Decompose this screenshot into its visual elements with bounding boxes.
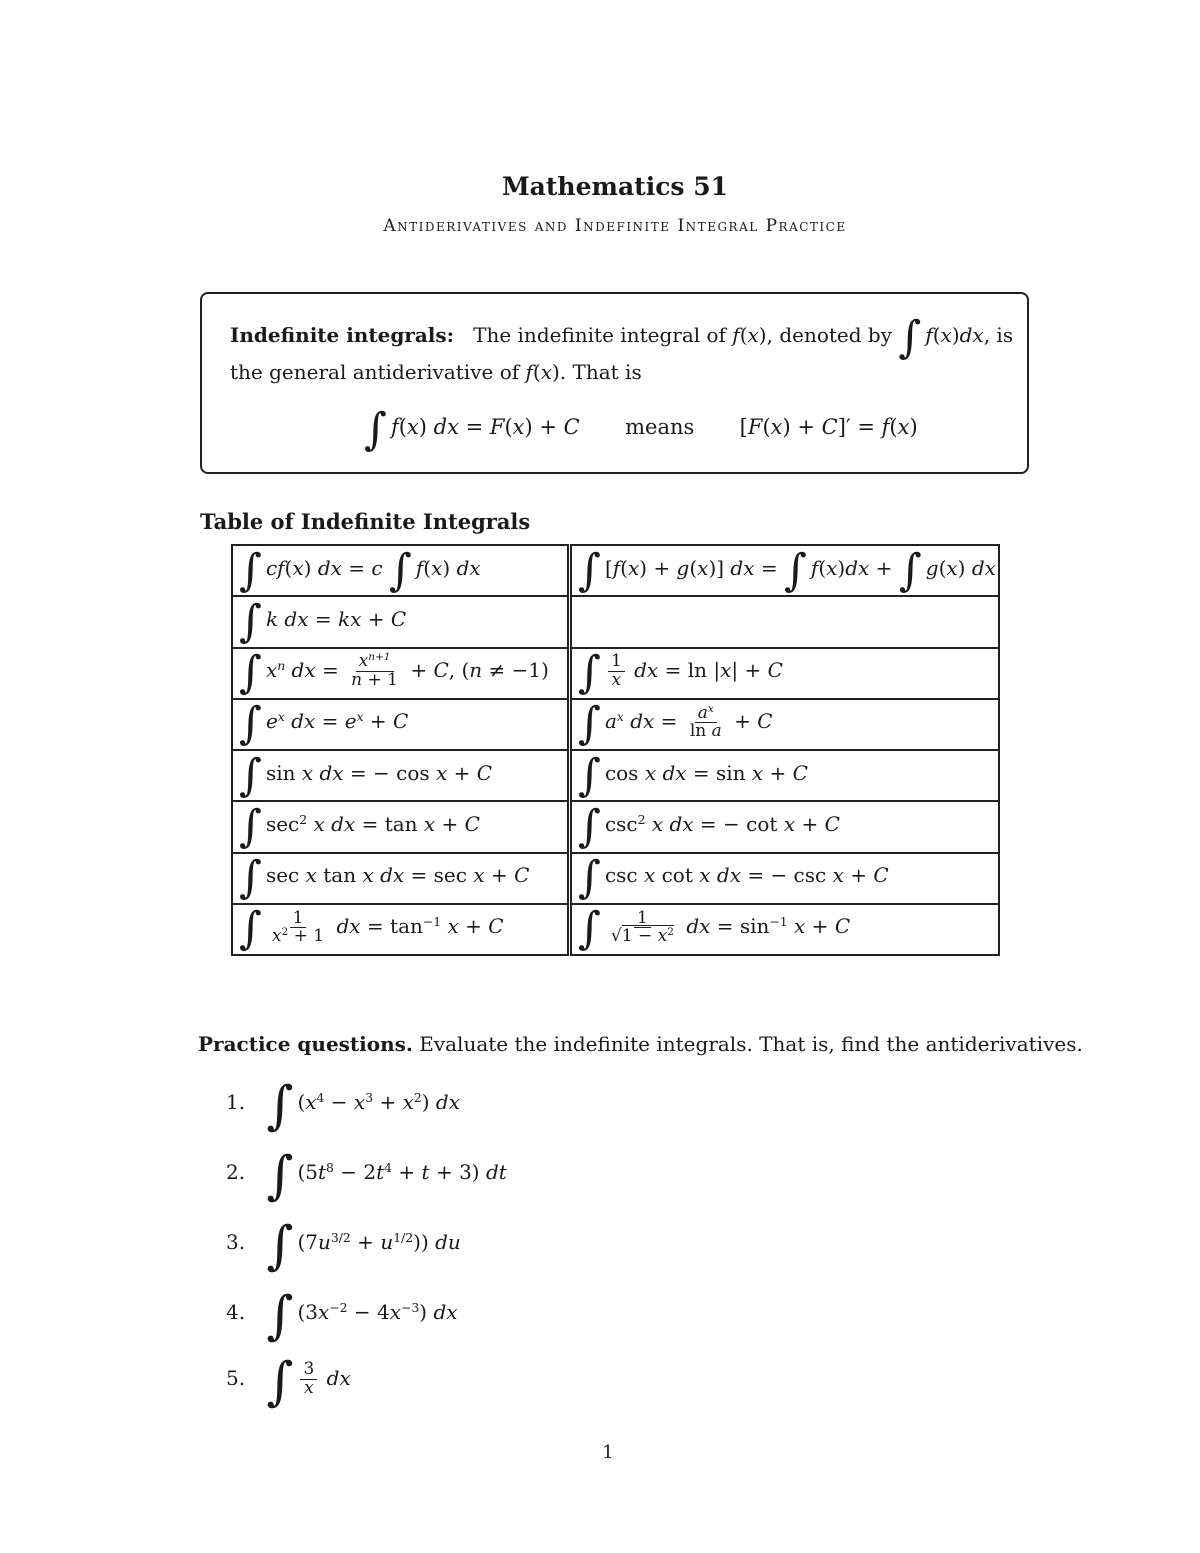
definition-box: [200, 292, 1029, 474]
practice-heading-bold: Practice questions.: [198, 1032, 413, 1056]
table-cell-sum-rule: ∫ [f(x) + g(x)] dx = ∫ f(x)dx + ∫ g(x) dx: [570, 545, 1000, 596]
definition-formula-left: ∫ f(x) dx = F(x) + C: [364, 404, 580, 455]
table-cell-reciprocal: ∫ $\frac{1}{x}$ dx = ln |x| + C: [570, 648, 1000, 699]
table-cell-constant-multiple: ∫ cf(x) dx = c ∫ f(x) dx: [232, 545, 570, 596]
table-row: [232, 801, 999, 852]
table-row: [232, 699, 999, 750]
page-number: 1: [602, 1442, 614, 1463]
definition-line-1: [230, 312, 1014, 363]
table-cell-general-exponential: ∫ $a^x$ dx = $\frac{a^x}{\text{ln a}}$ + C: [570, 699, 1000, 750]
page-subtitle: Antiderivatives and Indefinite Integral Practice: [383, 216, 847, 236]
question-expression: ∫ $(5t^8 - 2t^4 + t + 3)$ dt: [266, 1146, 507, 1206]
question-expression: ∫ $(7u^{3/2} + u^{1/2})$) du: [266, 1216, 461, 1276]
table-cell-exponential: ∫ $e^x$ dx = $e^x + C$: [232, 699, 570, 750]
question-number: 3.: [226, 1230, 246, 1254]
practice-heading-text: Evaluate the indefinite integrals. That is, find the antiderivatives.: [419, 1032, 1083, 1056]
definition-formula-right: [F(x) + C]′ = f(x): [739, 415, 918, 439]
table-cell-empty: [570, 596, 1000, 647]
practice-heading: [198, 1032, 1083, 1056]
definition-formula: [364, 404, 918, 455]
table-row: [232, 904, 999, 955]
definition-formula-connector: means: [625, 415, 695, 439]
table-row: [232, 648, 999, 699]
integral-table: [231, 544, 1000, 956]
table-cell-arcsin: ∫ $\frac{1}{√1 - x^2}$ dx = $\sin^{-1} x + C$: [570, 904, 1000, 955]
definition-text-2: the general antiderivative of f(x). That is: [230, 360, 642, 384]
table-cell-secant-squared: ∫ $\sec^2 x$ dx = tan x + C: [232, 801, 570, 852]
question-expression: ∫ $(3x^{-2} - 4x^{-3})$ dx: [266, 1286, 458, 1346]
table-cell-constant: ∫ k dx = kx + C: [232, 596, 570, 647]
table-row: [232, 545, 999, 596]
practice-question: [226, 1076, 461, 1136]
question-expression: ∫ $(x^4 - x^3 + x^2)$ dx: [266, 1076, 461, 1136]
table-cell-csc-cot: ∫ csc x cot x dx = − csc x + C: [570, 853, 1000, 904]
table-cell-power-rule: ∫ $x^n$ dx = $\frac{x^{n+1}}{n + 1}$ + C, (n ≠ −1): [232, 648, 570, 699]
definition-label: Indefinite integrals:: [230, 323, 455, 347]
practice-question: [226, 1286, 458, 1346]
question-expression: ∫ $\frac{3}{x}$ dx: [266, 1352, 351, 1412]
table-cell-sine: ∫ sin x dx = − cos x + C: [232, 750, 570, 801]
practice-question: [226, 1146, 507, 1206]
page-title: Mathematics 51: [502, 172, 728, 201]
table-heading: Table of Indefinite Integrals: [200, 509, 531, 534]
table-row: [232, 853, 999, 904]
definition-text-1: The indefinite integral of f(x), denoted by ∫ f(x)dx, is: [473, 312, 1014, 363]
table-cell-arctan: ∫ $\frac{1}{x^2 + 1}$ dx = $\tan^{-1} x + C$: [232, 904, 570, 955]
practice-question: [226, 1216, 461, 1276]
table-cell-sec-tan: ∫ sec x tan x dx = sec x + C: [232, 853, 570, 904]
question-number: 1.: [226, 1090, 246, 1114]
table-row: [232, 596, 999, 647]
question-number: 5.: [226, 1366, 246, 1390]
table-row: [232, 750, 999, 801]
question-number: 2.: [226, 1160, 246, 1184]
table-cell-cosecant-squared: ∫ $\csc^2 x$ dx = − cot x + C: [570, 801, 1000, 852]
table-cell-cosine: ∫ cos x dx = sin x + C: [570, 750, 1000, 801]
question-number: 4.: [226, 1300, 246, 1324]
definition-line-2: [230, 360, 642, 384]
practice-question: [226, 1352, 351, 1412]
